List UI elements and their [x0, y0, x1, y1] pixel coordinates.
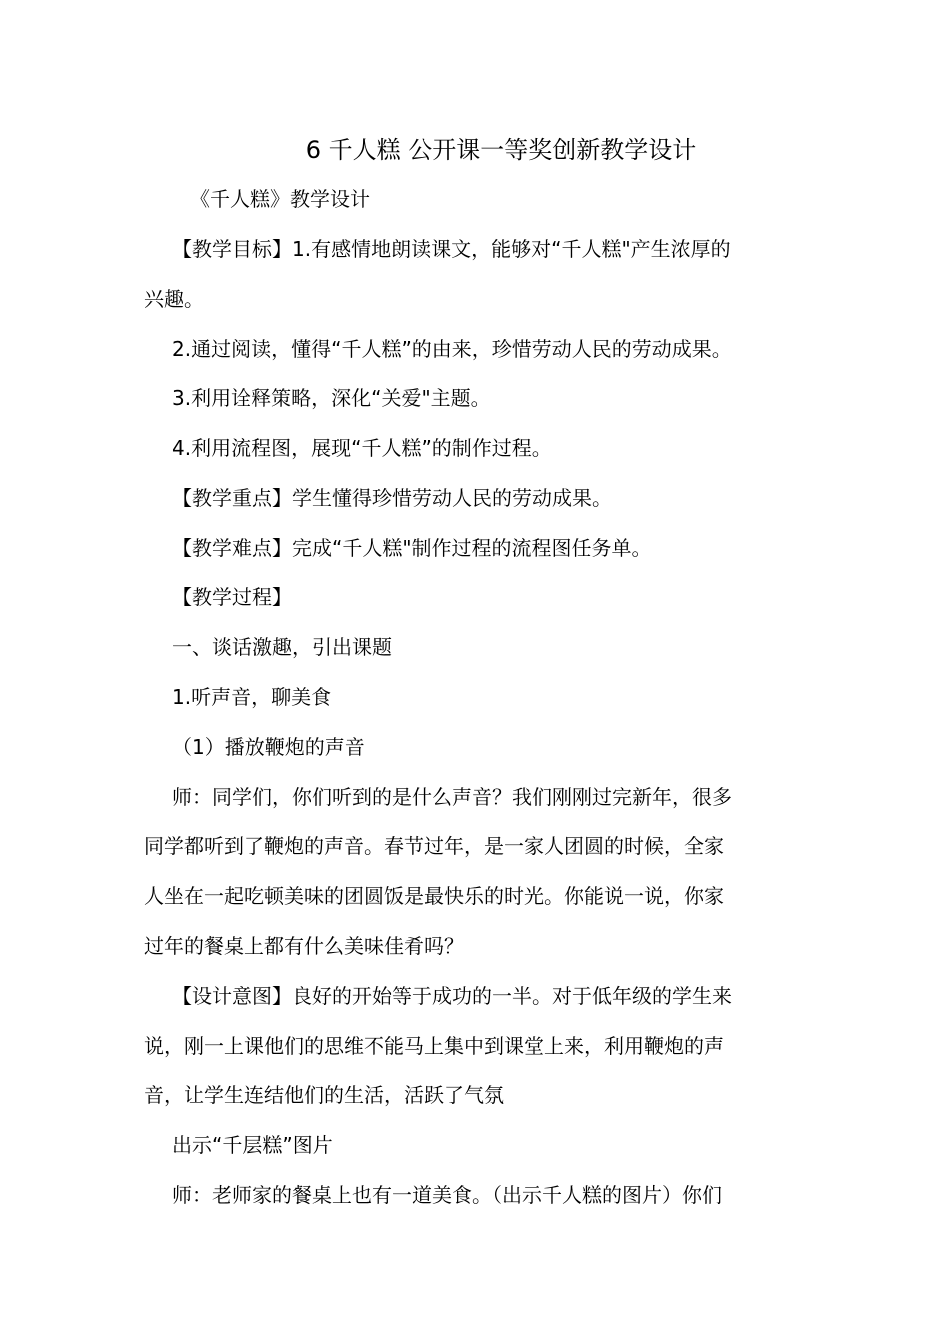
paragraph-line: 1.听声音，聊美食 — [172, 685, 332, 709]
paragraph-line: 【设计意图】良好的开始等于成功的一半。对于低年级的学生来 — [172, 984, 732, 1008]
paragraph-line: 3.利用诠释策略，深化“关爱"主题。 — [172, 386, 491, 410]
paragraph-line: 【教学难点】完成“千人糕"制作过程的流程图任务单。 — [172, 536, 652, 560]
paragraph-line: 过年的餐桌上都有什么美味佳肴吗？ — [144, 934, 464, 958]
paragraph-line: 【教学目标】1.有感情地朗读课文，能够对“千人糕"产生浓厚的 — [172, 237, 731, 261]
paragraph-line: 2.通过阅读，懂得“千人糕”的由来，珍惜劳动人民的劳动成果。 — [172, 337, 732, 361]
paragraph-line: 兴趣。 — [144, 287, 204, 311]
paragraph-line: （1）播放鞭炮的声音 — [172, 735, 365, 759]
paragraph-line: 【教学重点】学生懂得珍惜劳动人民的劳动成果。 — [172, 486, 612, 510]
paragraph-line: 人坐在一起吃顿美味的团圆饭是最快乐的时光。你能说一说，你家 — [144, 884, 724, 908]
paragraph-line: 【教学过程】 — [172, 585, 292, 609]
document-subtitle: 《千人糕》教学设计 — [190, 187, 370, 211]
paragraph-line: 音，让学生连结他们的生活，活跃了气氛 — [144, 1083, 504, 1107]
paragraph-line: 说，刚一上课他们的思维不能马上集中到课堂上来，利用鞭炮的声 — [144, 1034, 724, 1058]
paragraph-line: 师：老师家的餐桌上也有一道美食。（出示千人糕的图片）你们 — [172, 1183, 722, 1207]
paragraph-line: 同学都听到了鞭炮的声音。春节过年，是一家人团圆的时候，全家 — [144, 834, 724, 858]
document-title: 6 千人糕 公开课一等奖创新教学设计 — [305, 136, 697, 164]
paragraph-line: 4.利用流程图，展现“千人糕”的制作过程。 — [172, 436, 552, 460]
paragraph-line: 师：同学们，你们听到的是什么声音？我们刚刚过完新年，很多 — [172, 785, 732, 809]
paragraph-line: 出示“千层糕”图片 — [172, 1133, 333, 1157]
paragraph-line: 一、谈话激趣，引出课题 — [172, 635, 392, 659]
